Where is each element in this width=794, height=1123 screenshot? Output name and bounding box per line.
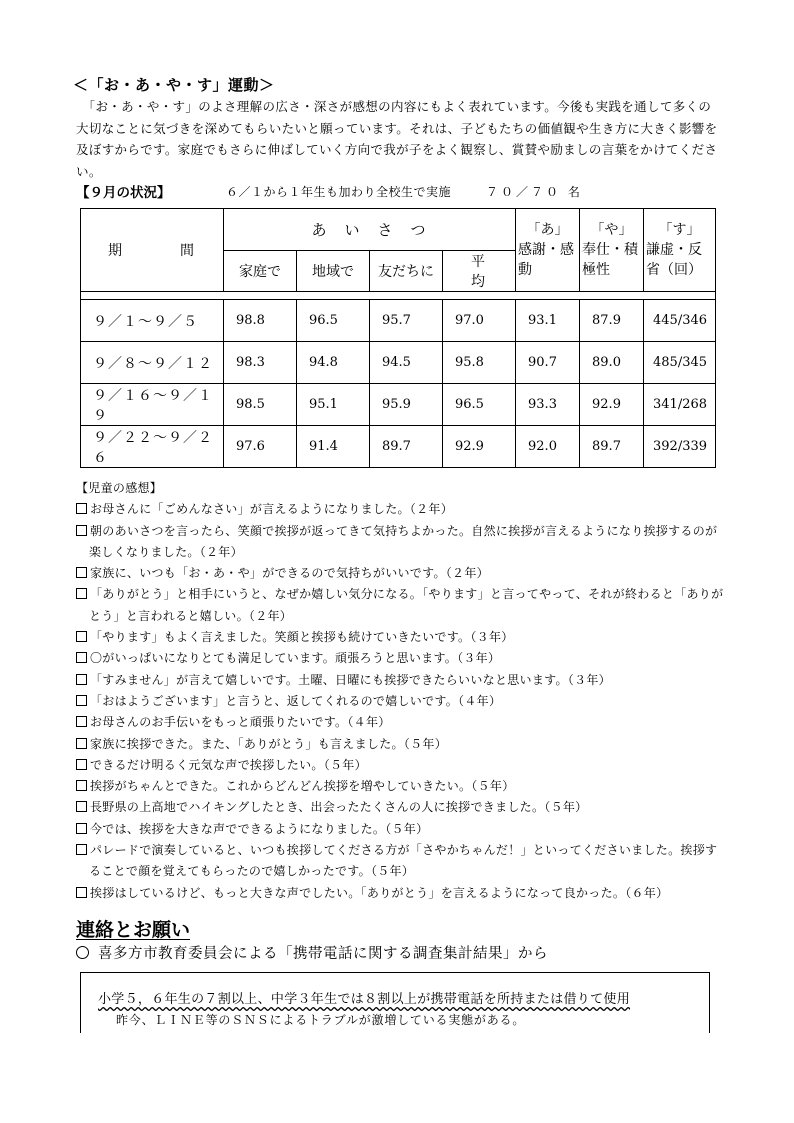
list-item — [76, 584, 726, 627]
header-average: 平均 — [443, 251, 516, 292]
checkbox-square-icon — [76, 716, 87, 727]
cell-average: 95.8 — [443, 342, 516, 384]
table-row — [81, 342, 716, 384]
impression-text: 〇がいっぱいになりとても満足しています。頑張ろうと思います。（３年） — [90, 651, 501, 666]
cell-region: 95.1 — [297, 384, 370, 426]
impression-text: お母さんに「ごめんなさい」が言えるようになりました。（２年） — [90, 502, 454, 517]
impression-text: 「やります」もよく言えました。笑顔と挨拶も続けていきたいです。（３年） — [90, 630, 514, 645]
impression-text: 「ありがとう」と相手にいうと、なぜか嬉しい気分になる。「やります」と言ってやって、それが終わると「ありがとう」と言われると嬉しい。（２年） — [89, 587, 724, 623]
header-su-desc: 謙虚・反省（回） — [646, 242, 703, 278]
header-su — [644, 209, 716, 292]
status-title: 【９月の状況】 — [76, 185, 171, 201]
header-aisatsu: あいさつ — [224, 209, 516, 251]
cell-friends: 95.9 — [370, 384, 443, 426]
cell-home: 97.6 — [224, 426, 297, 468]
status-row — [76, 181, 726, 203]
cell-region: 91.4 — [297, 426, 370, 468]
list-item — [76, 627, 726, 648]
cell-su: 485/345 — [644, 342, 716, 384]
table-row — [81, 384, 716, 426]
header-period: 期 間 — [81, 209, 224, 292]
list-item — [76, 521, 726, 564]
september-status-table — [80, 208, 716, 468]
impressions-title: 【児童の感想】 — [76, 481, 163, 495]
list-item — [76, 563, 726, 584]
list-item — [76, 819, 726, 840]
cell-friends: 94.5 — [370, 342, 443, 384]
section-heading: ＜「お・あ・や・す」運動＞ — [73, 76, 275, 94]
checkbox-square-icon — [76, 823, 87, 834]
header-friends: 友だちに — [370, 251, 443, 292]
checkbox-square-icon — [76, 674, 87, 685]
cell-friends: 89.7 — [370, 426, 443, 468]
checkbox-square-icon — [76, 801, 87, 812]
cell-ya: 89.0 — [580, 342, 644, 384]
cell-ya: 87.9 — [580, 300, 644, 342]
list-item — [76, 670, 726, 691]
survey-box-headline: 小学５，６年生の７割以上、中学３年生では８割以上が携帯電話を所持または借りて使用 — [98, 992, 631, 1007]
cell-su: 445/346 — [644, 300, 716, 342]
header-a-label: 「あ」 — [526, 222, 569, 238]
list-item — [76, 840, 726, 883]
impression-text: 家族に挨拶できた。また、「ありがとう」も言えました。（５年） — [90, 736, 448, 751]
checkbox-square-icon — [76, 652, 87, 663]
header-ya-label: 「や」 — [590, 222, 633, 238]
impression-text: お母さんのお手伝いをもっと頑張りたいです。（４年） — [90, 715, 391, 730]
impression-text: 挨拶はしているけど、もっと大きな声でしたい。「ありがとう」を言えるようになって良かった。（６年） — [90, 885, 669, 900]
list-item — [76, 755, 726, 776]
impression-text: パレードで演奏していると、いつも挨拶してくださる方が「さやかちゃんだ！」といってくださいました。挨拶することで顔を覚えてもらったので嬉しかったです。（５年） — [89, 843, 718, 879]
cell-home: 98.5 — [224, 384, 297, 426]
cell-a: 92.0 — [516, 426, 580, 468]
circle-bullet-icon — [76, 946, 89, 959]
list-item — [76, 883, 726, 904]
impression-text: 今では、挨拶を大きな声でできるようになりました。（５年） — [90, 821, 429, 836]
list-item — [76, 776, 726, 797]
survey-text: 喜多方市教育委員会による「携帯電話に関する調査集計結果」から — [98, 946, 548, 962]
checkbox-square-icon — [76, 695, 87, 706]
table-body — [81, 292, 716, 468]
intro-paragraph: 「お・あ・や・す」のよさ理解の広さ・深さが感想の内容にもよく表れています。今後も実践を通して多くの大切なことに気づきを深めてもらいたいと願っています。それは、子どもたちの価値観や生き方に大きく影響を及ぼすからです。家庭でもさらに伸ばしていく方向で我が子をよく観察し、賞賛や励ましの言葉をかけてください。 — [76, 99, 718, 179]
list-item — [76, 734, 726, 755]
cell-a: 90.7 — [516, 342, 580, 384]
header-su-label: 「す」 — [658, 222, 701, 238]
checkbox-square-icon — [76, 780, 87, 791]
header-a-desc: 感謝・感動 — [518, 242, 575, 278]
cell-region: 94.8 — [297, 342, 370, 384]
cell-friends: 95.7 — [370, 300, 443, 342]
checkbox-square-icon — [76, 759, 87, 770]
header-a — [516, 209, 580, 292]
cell-a: 93.3 — [516, 384, 580, 426]
header-region: 地域で — [297, 251, 370, 292]
participant-count: ７０／７０ 名 — [486, 185, 583, 199]
header-home: 家庭で — [224, 251, 297, 292]
cell-period: ９／２２～９／２６ — [81, 426, 224, 468]
list-item — [76, 691, 726, 712]
header-ya-desc: 奉仕・積極性 — [582, 242, 639, 278]
cell-ya: 89.7 — [580, 426, 644, 468]
cell-average: 92.9 — [443, 426, 516, 468]
cell-period: ９／１６～９／１９ — [81, 384, 224, 426]
impression-text: 「おはようございます」と言うと、返してくれるので嬉しいです。（４年） — [90, 693, 502, 708]
cell-a: 93.1 — [516, 300, 580, 342]
table-row — [81, 300, 716, 342]
checkbox-square-icon — [76, 588, 87, 599]
impressions-list — [76, 499, 726, 904]
list-item — [76, 797, 726, 818]
impressions-section — [76, 478, 726, 904]
cell-period: ９／１～９／５ — [81, 300, 224, 342]
cell-region: 96.5 — [297, 300, 370, 342]
impression-text: 挨拶がちゃんとできた。これからどんどん挨拶を増やしていきたい。（５年） — [90, 779, 515, 794]
impression-text: できるだけ明るく元気な声で挨拶したい。（５年） — [90, 757, 367, 772]
impression-text: 長野県の上高地でハイキングしたとき、出会ったたくさんの人に挨拶できました。（５年） — [90, 800, 588, 815]
survey-line — [76, 942, 548, 963]
cell-su: 341/268 — [644, 384, 716, 426]
impression-text: 「すみません」が言えて嬉しいです。土曜、日曜にも挨拶できたらいいなと思います。（３年） — [90, 672, 611, 687]
list-item — [76, 712, 726, 733]
cell-average: 97.0 — [443, 300, 516, 342]
list-item — [76, 499, 726, 520]
cell-home: 98.3 — [224, 342, 297, 384]
checkbox-square-icon — [76, 887, 87, 898]
cell-ya: 92.9 — [580, 384, 644, 426]
cell-period: ９／８～９／１２ — [81, 342, 224, 384]
checkbox-square-icon — [76, 525, 87, 536]
table-row — [81, 426, 716, 468]
impression-text: 家族に、いつも「お・あ・や」ができるので気持ちがいいです。（２年） — [90, 566, 489, 581]
cell-home: 98.8 — [224, 300, 297, 342]
checkbox-square-icon — [76, 503, 87, 514]
checkbox-square-icon — [76, 567, 87, 578]
checkbox-square-icon — [76, 631, 87, 642]
survey-box-note: 昨今、ＬＩＮＥ等のＳＮＳによるトラブルが激増している実態がある。 — [116, 1013, 526, 1027]
cell-average: 96.5 — [443, 384, 516, 426]
status-note: ６／１から１年生も加わり全校生で実施 — [226, 185, 452, 199]
cell-su: 392/339 — [644, 426, 716, 468]
checkbox-square-icon — [76, 738, 87, 749]
checkbox-square-icon — [76, 844, 87, 855]
impression-text: 朝のあいさつを言ったら、笑顔で挨拶が返ってきて気持ちよかった。自然に挨拶が言えるようになり挨拶するのが楽しくなりました。（２年） — [89, 523, 718, 559]
header-ya — [580, 209, 644, 292]
contact-title: 連絡とお願い — [76, 919, 191, 941]
list-item — [76, 648, 726, 669]
